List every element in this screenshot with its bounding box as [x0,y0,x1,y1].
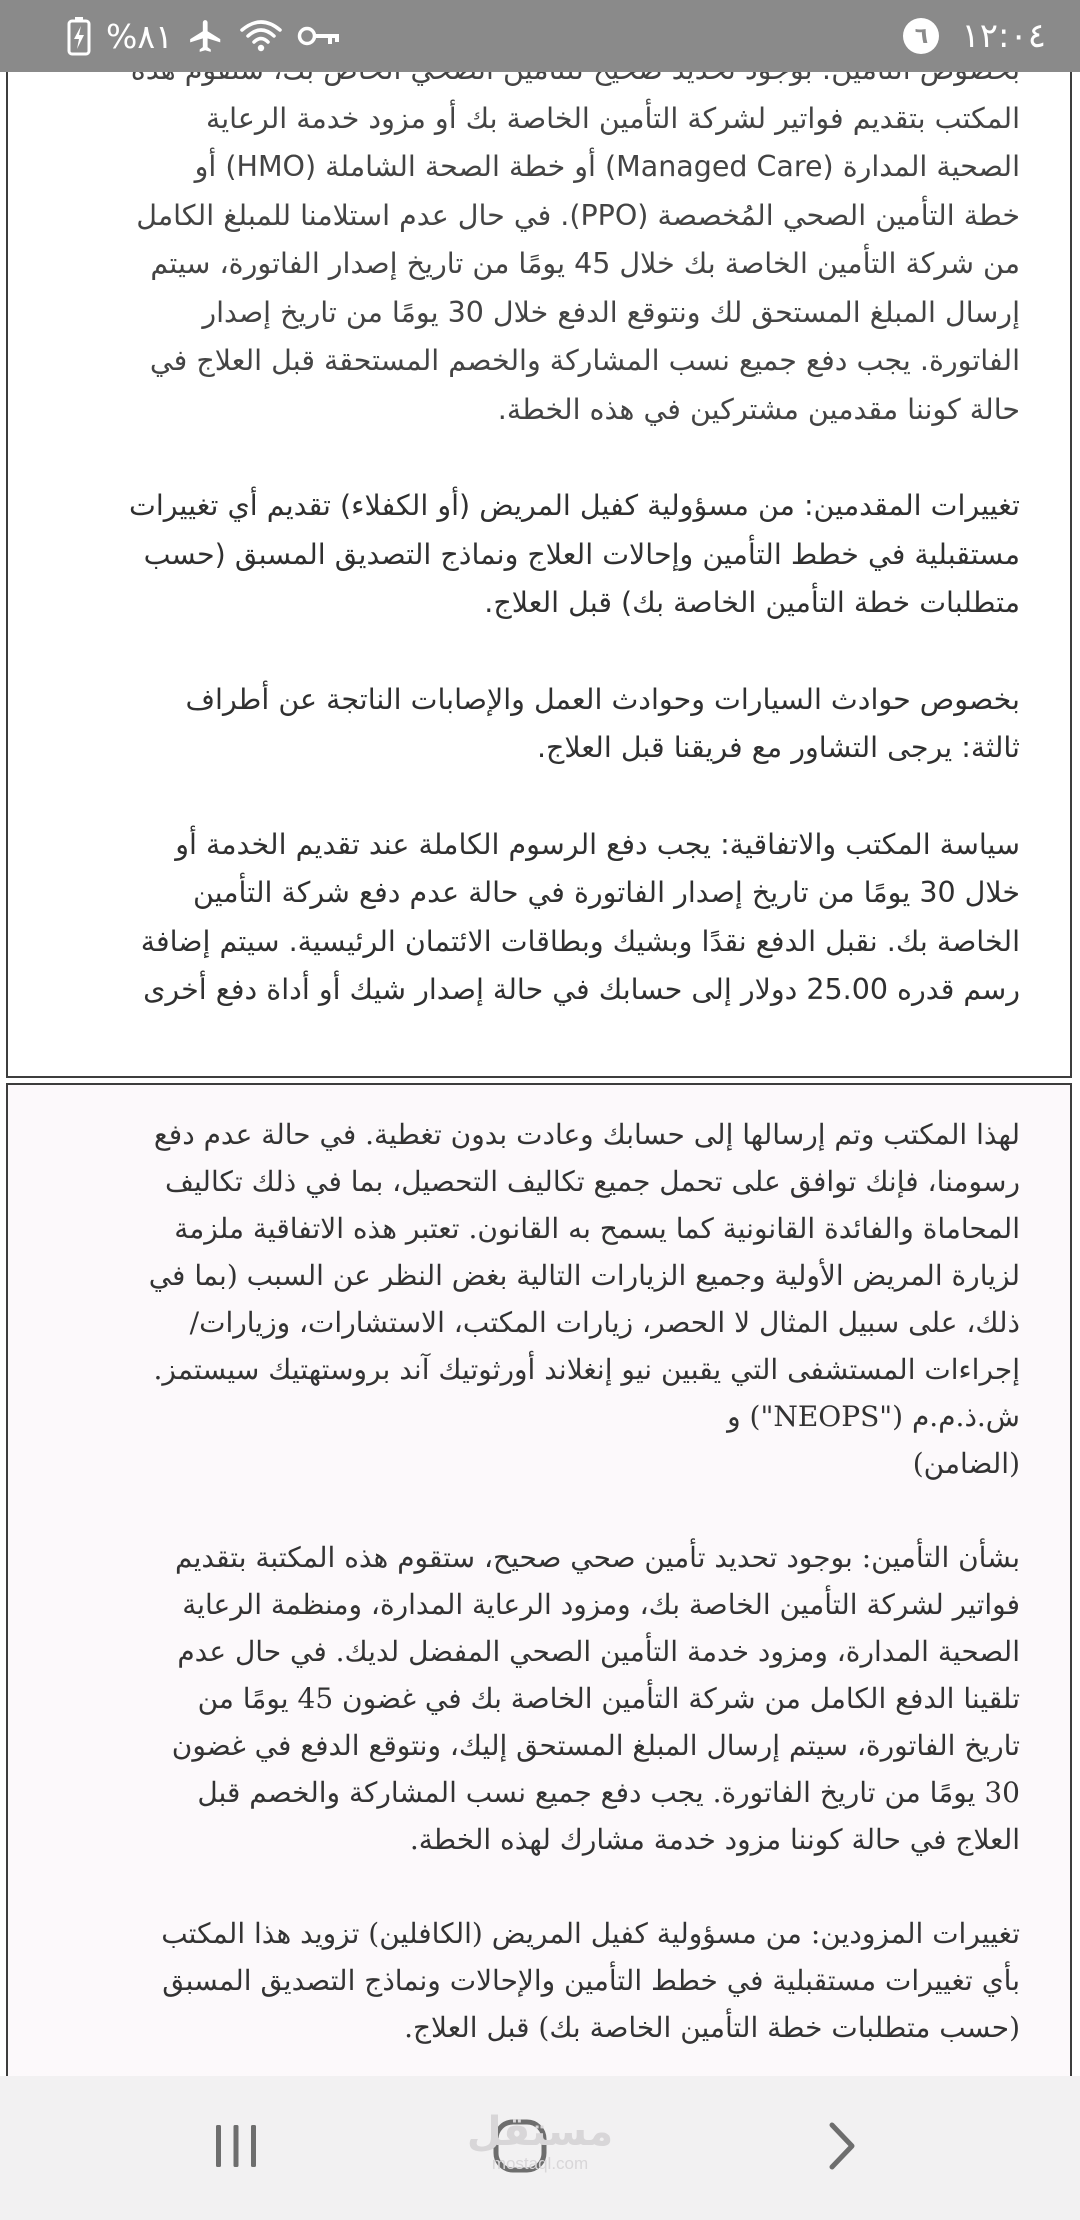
watermark-arabic: مستقل [466,2109,614,2155]
status-bar [0,0,1080,72]
status-right [903,16,1046,56]
document-page-bottom[interactable] [6,1083,1072,2086]
airplane-mode-icon [187,17,225,55]
document-page-bottom-content [8,1111,1070,2086]
home-icon [492,2118,548,2178]
paragraph-insurance-billing: بشأن التأمين: بوجود تحديد تأمين صحي صحيح، ستقوم هذه المكتبة بتقديم فواتير لشركة التأمين الخاصة بك، ومزود الرعاية المدارة، ومنظمة الرعاية الصحية المدارة، ومزود خدمة التأمين الصحي المفضل لديك. في حال عدم تلقينا الدفع الكامل من شركة التأمين الخاصة بك في غضون 45 يومًا من تاريخ الفاتورة، سيتم إرسال المبلغ المستحق إليك، ونتوقع الدفع في غضون 30 يومًا من تاريخ الفاتورة. يجب دفع جميع نسب المشاركة والخصم قبل العلاج في حالة كوننا مزود خدمة مشارك لهذه الخطة. [171,1541,1020,1856]
wifi-icon [239,18,283,54]
notification-count-badge: ٦ [903,18,939,54]
back-icon [827,2121,857,2175]
status-left [66,16,341,56]
document-page-top-content [8,46,1070,1063]
paragraph-collection-costs: لهذا المكتب وتم إرسالها إلى حسابك وعادت بدون تغطية. في حالة عدم دفع رسومنا، فإنك توافق على تحمل جميع تكاليف التحصيل، بما في ذلك تكاليف المحاماة والفائدة القانونية كما يسمح به القانون. تعتبر هذه الاتفاقية ملزمة لزيارة المريض الأولية وجميع الزيارات التالية بغض النظر عن السبب (بما في ذلك، على سبيل المثال لا الحصر، زيارات المكتب، الاستشارات، وزيارات/ إجراءات المستشفى التي يقبين نيو إنغلاند أورثوتيك آند بروستهتيك سيستمز. ش.ذ.م.م ("NEOPS") و (الضامن) [148,1118,1020,1480]
paragraph-office-policy: سياسة المكتب والاتفاقية: يجب دفع الرسوم الكاملة عند تقديم الخدمة أو خلال 30 يومًا من تاريخ إصدار الفاتورة في حالة عدم دفع شركة التأمين الخاصة بك. نقبل الدفع نقدًا وبشيك وبطاقات الائتمان الرئيسية. سيتم إضافة رسم قدره 25.00 دولار إلى حسابك في حالة إصدار شيك أو أداة دفع أخرى [140,827,1020,1006]
battery-charging-icon [66,16,92,56]
back-button[interactable] [762,2076,922,2220]
paragraph-insurance: المكتب بتقديم فواتير لشركة التأمين الخاصة بك أو مزود خدمة الرعاية الصحية المدارة (Managed Care) أو خطة الصحة الشاملة (HMO) أو خطة التأمين الصحي المُخصصة (PPO). في حال عدم استلامنا للمبلغ الكامل من شركة التأمين الخاصة بك خلال 45 يومًا من تاريخ إصدار الفاتورة، سيتم إرسال المبلغ المستحق لك ونتوقع الدفع خلال 30 يومًا من تاريخ إصدار الفاتورة. يجب دفع جميع نسب المشاركة والخصم المستحقة قبل العلاج في حالة كوننا مقدمين مشتركين في هذه الخطة. [136,101,1020,426]
navigation-bar [0,2076,1080,2220]
recent-apps-button[interactable] [156,2076,316,2220]
clock: ١٢:٠٤ [961,16,1046,56]
paragraph-provider-updates: تغييرات المزودين: من مسؤولية كفيل المريض (الكافلين) تزويد هذا المكتب بأي تغييرات مستقبلية في خطط التأمين والإحالات ونماذج التصديق المسبق (حسب متطلبات خطة التأمين الخاصة بك) قبل العلاج. [161,1917,1020,2044]
watermark-latin: mostaql.com [491,2154,589,2173]
key-icon [297,23,341,49]
document-page-top[interactable] [6,40,1072,1078]
recent-apps-icon [212,2123,260,2173]
home-button[interactable] [440,2076,600,2220]
battery-percentage: %٨١ [106,16,173,56]
paragraph-accidents: بخصوص حوادث السيارات وحوادث العمل والإصابات الناتجة عن أطراف ثالثة: يرجى التشاور مع فريقنا قبل العلاج. [185,682,1020,764]
paragraph-provider-changes: تغييرات المقدمين: من مسؤولية كفيل المريض (أو الكفلاء) تقديم أي تغييرات مستقبلية في خطط التأمين وإحالات العلاج ونماذج التصديق المسبق (حسب متطلبات خطة التأمين الخاصة بك) قبل العلاج. [129,489,1020,619]
